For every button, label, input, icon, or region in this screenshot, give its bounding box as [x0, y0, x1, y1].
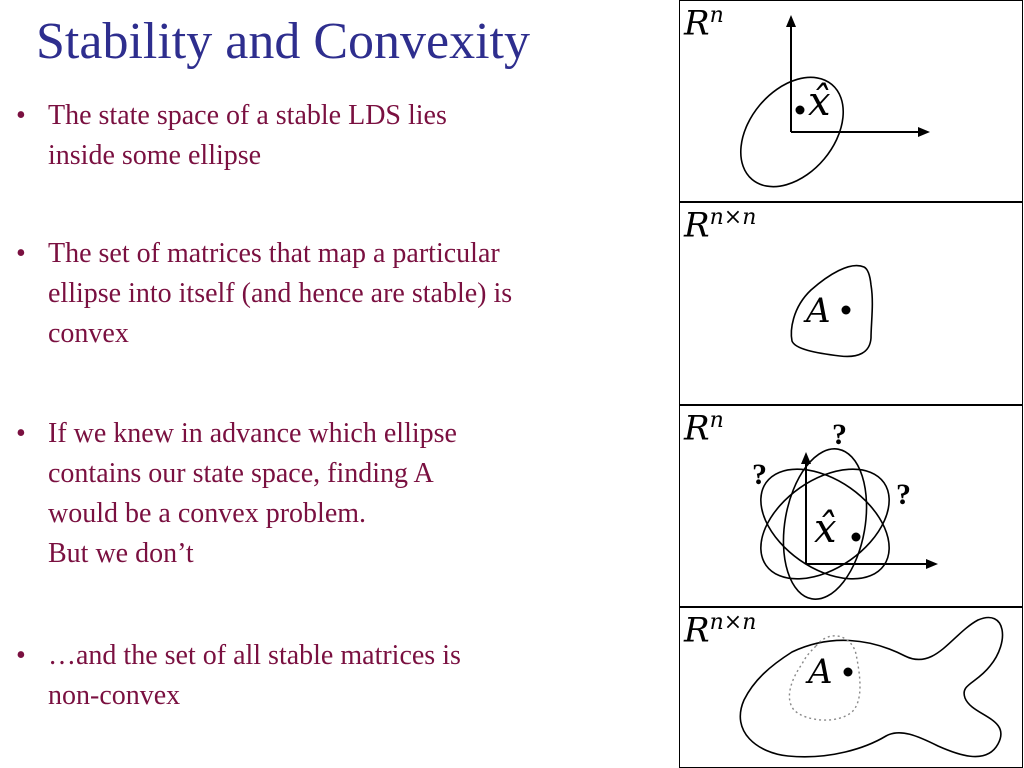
space-base: R	[684, 408, 710, 449]
bullet-line: The set of matrices that map a particular	[48, 238, 500, 269]
space-sup: n×n	[709, 610, 757, 635]
bullet-line: inside some ellipse	[48, 140, 262, 171]
space-base: R	[684, 3, 710, 44]
space-label	[684, 610, 756, 650]
bullet-line: The state space of a stable LDS lies	[48, 100, 447, 131]
space-sup: n	[709, 408, 724, 433]
space-sup: n×n	[709, 205, 757, 230]
bullet-dot: •	[16, 640, 26, 671]
bullet-line: convex	[48, 318, 129, 349]
matrix-point	[842, 306, 851, 315]
space-label	[684, 408, 724, 448]
bullet-line: …and the set of all stable matrices is	[48, 640, 461, 671]
convex-region	[791, 266, 872, 357]
x-hat-label: x̂	[814, 506, 837, 552]
ellipses-figure	[680, 406, 1023, 607]
bullet-dot: •	[16, 418, 26, 449]
state-point	[852, 533, 861, 542]
nonconvex-panel	[679, 607, 1023, 768]
bullet-line: contains our state space, finding A	[48, 458, 434, 489]
bullet-line: non-convex	[48, 680, 181, 711]
bullet-line: But we don’t	[48, 538, 194, 569]
matrix-space-panel	[679, 202, 1023, 405]
space-base: R	[684, 610, 710, 651]
a-label: A	[808, 652, 833, 692]
state-space-figure	[680, 1, 1023, 202]
slide-title: Stability and Convexity	[36, 13, 530, 70]
state-space-panel	[679, 0, 1023, 202]
question-mark: ?	[832, 418, 847, 451]
bullet-line: ellipse into itself (and hence are stable) is	[48, 278, 513, 309]
bullet-line: If we knew in advance which ellipse	[48, 418, 457, 449]
bullet-line: would be a convex problem.	[48, 498, 367, 529]
space-base: R	[684, 205, 710, 246]
state-point	[796, 106, 805, 115]
question-mark: ?	[896, 478, 911, 511]
bullet-dot: •	[16, 238, 26, 269]
x-hat-label: x̂	[808, 79, 831, 125]
space-sup: n	[709, 3, 724, 28]
question-mark: ?	[752, 458, 767, 491]
space-label	[684, 205, 756, 245]
bullet-dot: •	[16, 100, 26, 131]
space-label	[684, 3, 724, 43]
unknown-ellipses-panel	[679, 405, 1023, 607]
nonconvex-region	[740, 618, 1002, 757]
a-label: A	[806, 291, 831, 331]
matrix-point	[844, 668, 853, 677]
